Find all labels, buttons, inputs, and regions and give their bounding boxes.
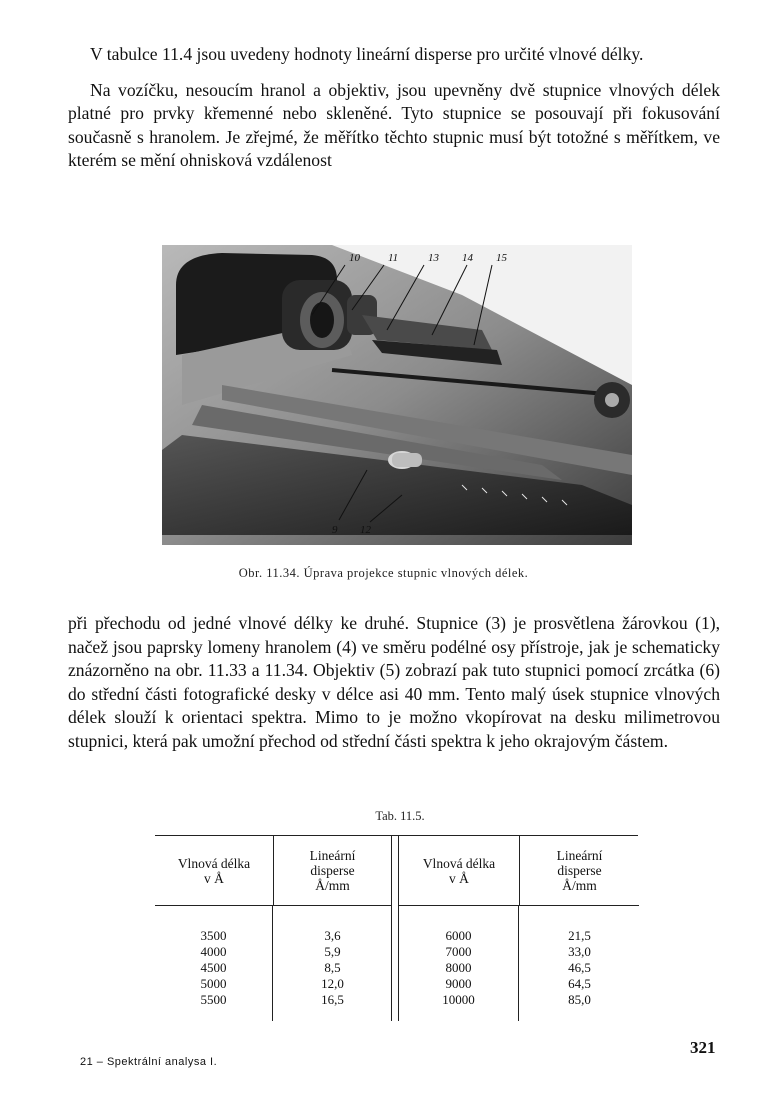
table-cell: 4000: [200, 944, 227, 959]
table-cell: 46,5: [568, 960, 591, 975]
table-cell: 6000: [445, 928, 472, 943]
table-cell: 85,0: [568, 992, 591, 1007]
header-wavelength: [399, 836, 520, 906]
figure-label: 14: [462, 252, 473, 264]
table-cell: 10000: [442, 992, 475, 1007]
table-left-half: [155, 836, 392, 1021]
figure-photo: [162, 235, 632, 545]
dispersion-column: [520, 906, 639, 1021]
figure-caption: Obr. 11.34. Úprava projekce stupnic vlnových délek.: [238, 566, 529, 580]
footer-signature: 21 – Spektrální analysa I.: [80, 1056, 218, 1068]
table-cell: 9000: [445, 976, 472, 991]
table-cell: 8000: [445, 960, 472, 975]
table-cell: 16,5: [321, 992, 344, 1007]
table-right-half: [398, 836, 639, 1021]
figure-label: 13: [428, 252, 439, 264]
figure-label: 9: [332, 524, 338, 536]
page-number: 321: [690, 1038, 716, 1057]
table-cell: 7000: [445, 944, 472, 959]
figure-label: 15: [496, 252, 507, 264]
header-label: Lineární disperse Å/mm: [309, 848, 356, 893]
table-cell: 33,0: [568, 944, 591, 959]
header-dispersion: [274, 836, 391, 906]
paragraph: V tabulce 11.4 jsou uvedeny hodnoty lineární disperse pro určité vlnové délky.: [90, 44, 644, 64]
table-cell: 3,6: [324, 928, 341, 943]
table-cell: 8,5: [324, 960, 341, 975]
figure-label: 12: [360, 524, 371, 536]
header-label: Vlnová délka v Å: [177, 855, 251, 886]
header-wavelength: [155, 836, 274, 906]
header-label: Vlnová délka v Å: [422, 855, 496, 886]
wavelength-column: [155, 906, 273, 1021]
apparatus-photo: [162, 235, 632, 545]
bottom-text: [68, 612, 720, 753]
header-dispersion: [520, 836, 639, 906]
table-title: Tab. 11.5.: [375, 809, 425, 823]
paragraph: Na vozíčku, nesoucím hranol a objektiv, jsou upevněny dvě stupnice vlnových délek platné pro prvky křemenné nebo skleněné. Tyto stupnice se posouvají při fokusování současně s hranolem. Je zřejmé, že měřítko těchto stupnic musí být totožné s měřítkem, ve kterém se mění ohnisková vzdálenost: [68, 79, 720, 170]
table-cell: 5500: [200, 992, 227, 1007]
paragraph: při přechodu od jedné vlnové délky ke druhé. Stupnice (3) je prosvětlena žárovkou (1), načež jsou paprsky lomeny hranolem (4) ve směru podélné osy přístroje, jak je schematicky znázorněno na obr. 11.33 a 11.34. Objektiv (5) zobrazí pak tuto stupnici pomocí zrcátka (6) do střední části fotografické desky v délce asi 40 mm. Tento malý úsek stupnice vlnových délek slouží k orientaci spektra. Mimo to je možno vkopírovat na desku milimetrovou stupnici, která pak umožní přechod od střední části spektra k jeho okrajovým částem.: [68, 613, 720, 751]
header-label: Lineární disperse Å/mm: [556, 848, 603, 893]
table-cell: 4500: [200, 960, 227, 975]
table-cell: 21,5: [568, 928, 591, 943]
figure-label: 11: [388, 252, 399, 264]
table-cell: 64,5: [568, 976, 591, 991]
dispersion-column: [274, 906, 391, 1021]
dispersion-table: [155, 835, 638, 1021]
top-text: [68, 43, 720, 173]
table-cell: 5,9: [324, 944, 341, 959]
figure-label: 10: [349, 252, 360, 264]
table-cell: 12,0: [321, 976, 344, 991]
table-cell: 5000: [200, 976, 227, 991]
wavelength-column: [399, 906, 519, 1021]
table-cell: 3500: [200, 928, 227, 943]
